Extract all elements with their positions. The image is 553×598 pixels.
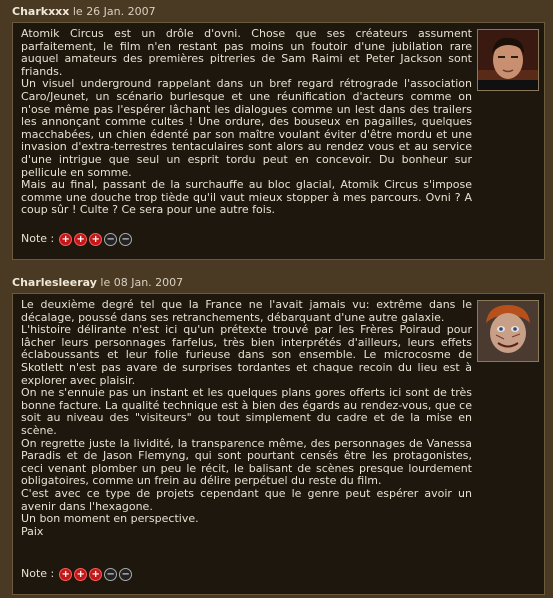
minus-icon[interactable]: − [104,568,117,581]
comment-paragraph: Le deuxième degré tel que la France ne l'avait jamais vu: extrême dans le décalage, poussé dans ses retranchements, débarquant d'une autre galaxie. [21,298,472,324]
comment-body [12,22,545,260]
minus-icon[interactable]: − [119,233,132,246]
avatar-doll-image [478,301,538,361]
avatar-portrait-image [478,30,538,90]
note-label: Note : [21,232,55,245]
comment-paragraph: Atomik Circus est un drôle d'ovni. Chose que ses créateurs assument parfaitement, le film n'en restant pas moins un foutoir d'une jubilation rare auquel amateurs des premières pitreries de Sam Raimi et Peter Jackson sont friands. [21,27,472,78]
rating [21,566,132,582]
comment-paragraph: On ne s'ennuie pas un instant et les quelques plans gores offerts ici sont de très bonne facture. La qualité technique est à bien des égards au rendez-vous, que ce soit au niveau des "visiteurs" ou tout simplement du cadre et de la mise en scène. [21,386,472,437]
plus-icon[interactable]: + [74,233,87,246]
plus-icon[interactable]: + [59,233,72,246]
date-prefix: le [96,276,114,289]
comment-body [12,293,545,595]
comment-paragraph: Paix [21,524,44,538]
avatar[interactable] [477,29,539,91]
date-prefix: le [69,5,87,18]
plus-icon[interactable]: + [89,233,102,246]
comment-paragraph: On regrette juste la lividité, la transparence même, des personnages de Vanessa Paradis et de Jason Flemyng, qui sont pourtant censés être les protagonistes, ceci venant plomber un peu le récit, le balisant de scènes presque lourdement obligatoires, comme un frein au délire perpétuel du reste du film. [21,436,472,488]
comment-header [12,2,156,22]
comment-paragraph: Un bon moment en perspective. [21,512,199,526]
minus-icon[interactable]: − [104,233,117,246]
comment-date: 08 Jan. 2007 [113,276,184,289]
plus-icon[interactable]: + [59,568,72,581]
minus-icon[interactable]: − [119,568,132,581]
comment-paragraph: L'histoire délirante n'est ici qu'un prétexte trouvé par les Frères Poiraud pour lâcher leurs personnages farfelus, très bien interprétés d'ailleurs, leurs effets éclaboussants et leur folie furieuse dans son ensemble. Le microcosme de Skotlett n'est pas avare de surprises tordantes et chaque recoin du lieu est à explorer avec plaisir. [21,323,472,387]
note-label: Note : [21,567,55,580]
comment-card [4,271,549,598]
rating [21,231,132,247]
comment-paragraph: Un visuel underground rappelant dans un bref regard rétrograde l'association Caro/Jeunet, un scénario burlesque et une réunification d'acteurs comme on n'ose même pas l'espérer lâchant les dialogues comme un lest dans des trailers les annonçant comme cultes ! Une ordure, des bouseux en pagailles, quelques macchabées, un chien édenté par son maître voulant éviter d'être mordu et une invasion d'extra-terrestres tentaculaires sont alors au rendez vous et au service d'une intrigue que seul un esprit tordu peut en concevoir. Du bonheur sur pellicule en somme. [21,77,472,179]
comment-card [4,0,549,266]
comment-text [21,28,472,217]
comment-paragraph: Mais au final, passant de la surchauffe au bloc glacial, Atomik Circus s'impose comme une douche trop tiède qu'il vaut mieux stopper à mes parcours. Ovni ? A coup sûr ! Culte ? Ce sera pour une autre fois. [21,178,472,217]
comment-text [21,299,472,538]
comment-date: 26 Jan. 2007 [86,5,156,18]
author-name[interactable]: Charlesleeray [12,276,97,289]
author-name[interactable]: Charkxxx [12,5,70,18]
comment-paragraph: C'est avec ce type de projets cependant que le genre peut espérer avoir un avenir dans l'hexagone. [21,486,472,513]
plus-icon[interactable]: + [74,568,87,581]
plus-icon[interactable]: + [89,568,102,581]
comment-header [12,273,183,293]
avatar[interactable] [477,300,539,362]
